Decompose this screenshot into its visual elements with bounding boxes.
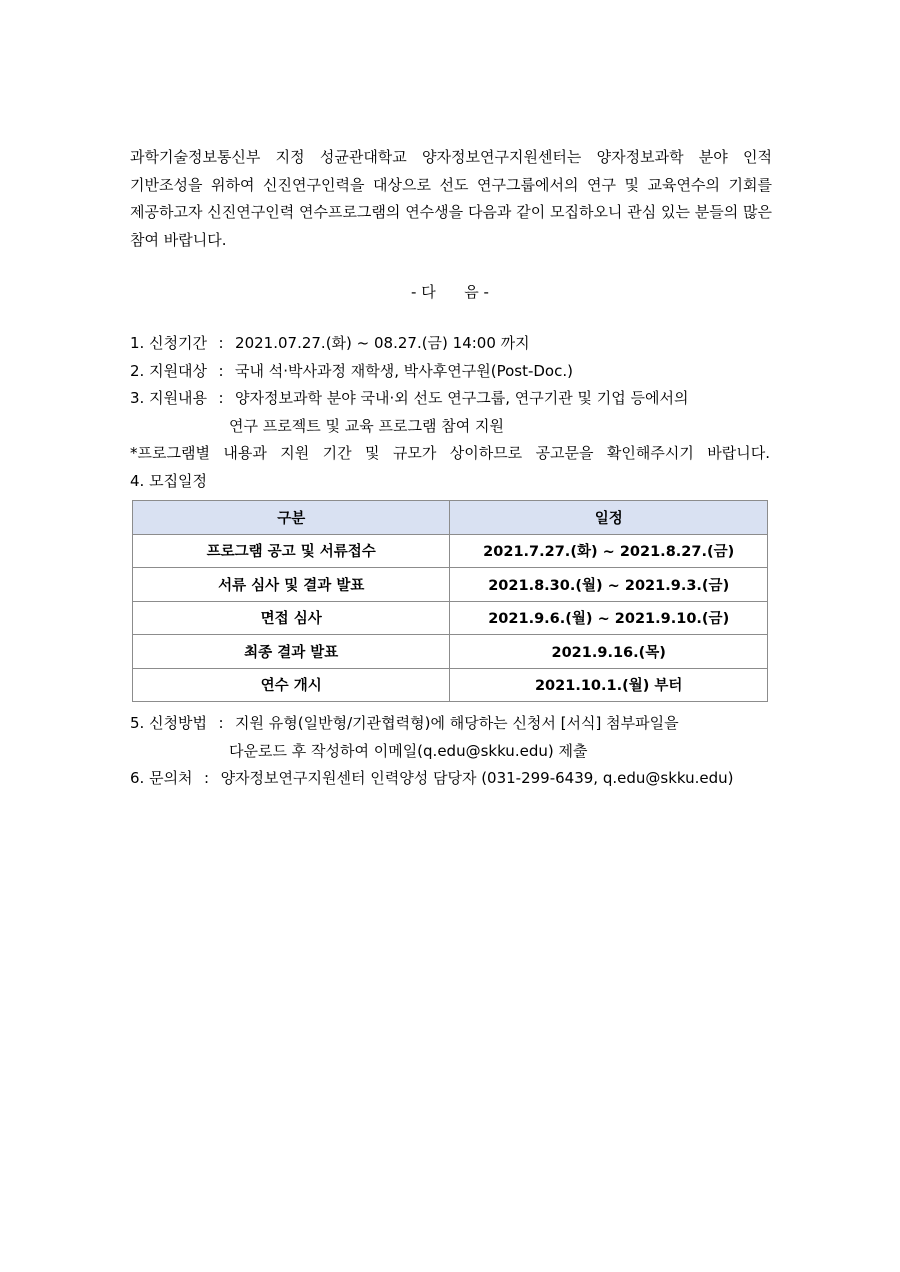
info-list bbox=[130, 330, 780, 495]
item-label: 6. 문의처 bbox=[130, 769, 193, 787]
table-cell-category: 프로그램 공고 및 서류접수 bbox=[133, 534, 450, 568]
table-cell-date: 2021.8.30.(월) ~ 2021.9.3.(금) bbox=[450, 568, 768, 602]
table-header-row bbox=[133, 501, 768, 535]
item-label: 5. 신청방법 bbox=[130, 714, 208, 732]
table-row bbox=[133, 601, 768, 635]
table-header-schedule: 일정 bbox=[450, 501, 768, 535]
item-colon: : bbox=[218, 714, 224, 732]
table-cell-category: 최종 결과 발표 bbox=[133, 635, 450, 669]
item-colon: : bbox=[218, 361, 224, 380]
table-row bbox=[133, 534, 768, 568]
table-cell-date: 2021.10.1.(월) 부터 bbox=[450, 668, 768, 702]
intro-paragraph: 과학기술정보통신부 지정 성균관대학교 양자정보연구지원센터는 양자정보과학 분야 인적 기반조성을 위하여 신진연구인력을 대상으로 선도 연구그룹에서의 연구 및 교육연수의 기회를 제공하고자 신진연구인력 연수프로그램의 연수생을 다음과 같이 모집하오니 관심 있는 분들의 많은 참여 바랍니다. bbox=[130, 148, 772, 249]
table-cell-date: 2021.7.27.(화) ~ 2021.8.27.(금) bbox=[450, 534, 768, 568]
table-header-category: 구분 bbox=[133, 501, 450, 535]
application-info bbox=[130, 710, 790, 793]
item-value: 지원 유형(일반형/기관협력형)에 해당하는 신청서 [서식] 첨부파일을 bbox=[235, 714, 679, 732]
info-item-content-continuation: 연구 프로젝트 및 교육 프로그램 참여 지원 bbox=[229, 416, 504, 435]
schedule-table bbox=[132, 500, 768, 702]
item-label: 2. 지원대상 bbox=[130, 361, 208, 380]
table-cell-date: 2021.9.6.(월) ~ 2021.9.10.(금) bbox=[450, 601, 768, 635]
info-item-content bbox=[130, 385, 780, 413]
table-row bbox=[133, 635, 768, 669]
item-value: 양자정보연구지원센터 인력양성 담당자 (031-299-6439, q.edu@skku.edu) bbox=[220, 769, 734, 787]
table-cell-category: 서류 심사 및 결과 발표 bbox=[133, 568, 450, 602]
item-value: 2021.07.27.(화) ~ 08.27.(금) 14:00 까지 bbox=[235, 334, 530, 352]
item-label: 3. 지원내용 bbox=[130, 389, 208, 407]
table-row bbox=[133, 668, 768, 702]
table-cell-category: 면접 심사 bbox=[133, 601, 450, 635]
item-colon: : bbox=[204, 769, 210, 787]
contact-info bbox=[130, 765, 790, 793]
program-note: *프로그램별 내용과 지원 기간 및 규모가 상이하므로 공고문을 확인해주시기 바랍니다. bbox=[130, 444, 770, 462]
item-value: 양자정보과학 분야 국내·외 선도 연구그룹, 연구기관 및 기업 등에서의 bbox=[235, 389, 689, 407]
application-method-continuation: 다운로드 후 작성하여 이메일(q.edu@skku.edu) 제출 bbox=[229, 741, 588, 760]
item-value: 국내 석·박사과정 재학생, 박사후연구원(Post-Doc.) bbox=[235, 361, 573, 380]
item-label: 1. 신청기간 bbox=[130, 334, 208, 352]
info-item-target bbox=[130, 358, 780, 386]
info-item-period bbox=[130, 330, 780, 358]
schedule-heading: 4. 모집일정 bbox=[130, 471, 208, 490]
item-colon: : bbox=[218, 334, 224, 352]
section-heading: - 다 음 - bbox=[411, 283, 489, 301]
table-cell-date: 2021.9.16.(목) bbox=[450, 635, 768, 669]
table-cell-category: 연수 개시 bbox=[133, 668, 450, 702]
item-colon: : bbox=[218, 389, 224, 407]
table-row bbox=[133, 568, 768, 602]
application-method bbox=[130, 710, 790, 738]
